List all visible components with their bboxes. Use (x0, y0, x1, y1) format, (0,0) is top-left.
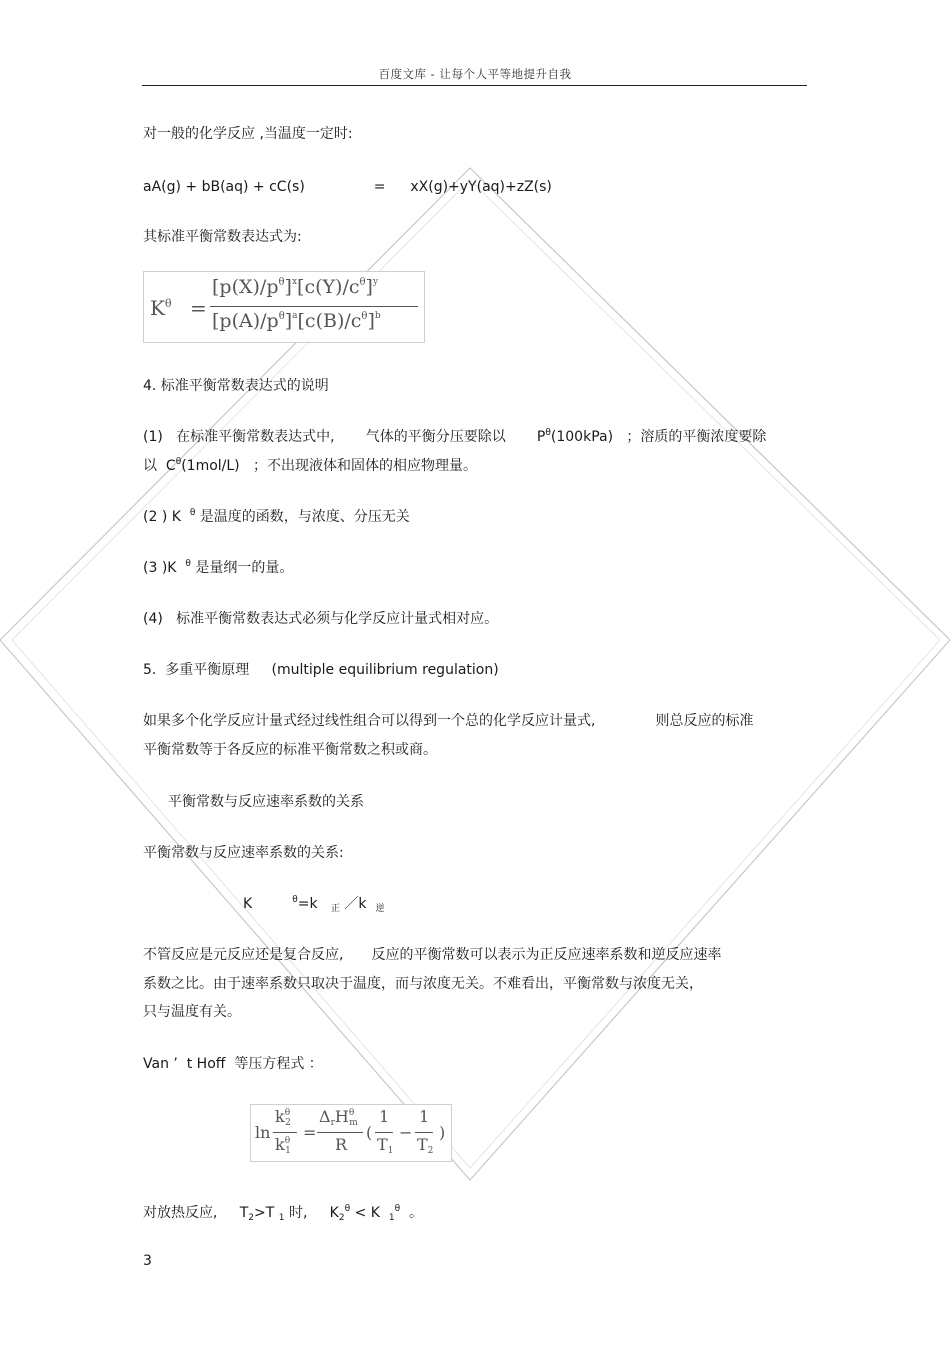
note-2: (2 ) K $^\theta$ 是温度的函数，与浓度、分压无关 (143, 508, 410, 525)
kexpr-equals: = (190, 296, 207, 320)
vh-k1: $k^\theta 1$ (275, 1135, 291, 1156)
expression-intro: 其标准平衡常数表达式为: (143, 229, 302, 245)
kexpr-k: $K^\theta$ (150, 296, 172, 320)
reaction-right: xX(g)+yY(aq)+zZ(s) (410, 179, 552, 195)
vh-ln: ln (255, 1123, 271, 1142)
intro-text: 对一般的化学反应 ,当温度一定时: (143, 126, 353, 142)
reaction-equation (143, 177, 552, 197)
vh-one-b: 1 (419, 1107, 430, 1126)
vh-t2: T2 (417, 1135, 434, 1156)
vh-k2: $k^\theta 2$ (275, 1107, 291, 1128)
note-3: (3 )K $^\theta$ 是量纲一的量。 (143, 559, 294, 576)
vh-minus: − (399, 1123, 413, 1142)
header-divider (142, 85, 807, 86)
vh-t1: T1 (377, 1135, 394, 1156)
vant-hoff-title: Van ’ t Hoff 等压方程式 ： (143, 1056, 323, 1072)
rate-relation: K $^\theta$=k $_正$ ／k $_逆$ (243, 895, 385, 914)
vh-left-paren: ( (366, 1123, 373, 1142)
kexpr-fraction-bar (210, 306, 418, 307)
reaction-equals: = (373, 179, 386, 195)
vh-equals: = (303, 1123, 317, 1142)
reaction-left: aA(g) + bB(aq) + cC(s) (143, 179, 305, 195)
subsection-title: 平衡常数与反应速率系数的关系 (168, 794, 364, 810)
page-number: 3 (143, 1253, 152, 1269)
vh-bar-1 (273, 1132, 297, 1133)
page-header: 百度文库 - 让每个人平等地提升自我 (378, 67, 572, 81)
section-5-line-2: 平衡常数等于各反应的标准平衡常数之积或商。 (143, 742, 437, 758)
kexpr-denominator: $[p(A)/p^\theta]^a[c(B)/c^\theta]^b$ (212, 310, 381, 332)
vant-hoff-equation-image (250, 1104, 452, 1162)
section-4-title: 4. 标准平衡常数表达式的说明 (143, 378, 329, 394)
explanation-line-3: 只与温度有关。 (143, 1004, 241, 1020)
note-4: (4) 标准平衡常数表达式必须与化学反应计量式相对应。 (143, 611, 499, 627)
note-1-line-2: 以 $C^\theta(1mol/L)$ ；不出现液体和固体的相应物理量。 (143, 457, 477, 474)
explanation-line-2: 系数之比。由于速率系数只取决于温度，而与浓度无关。不难看出，平衡常数与浓度无关， (143, 976, 703, 992)
section-5-line-1: 如果多个化学反应计量式经过线性组合可以得到一个总的化学反应计量式, 则总反应的标准 (143, 713, 754, 729)
relation-intro: 平衡常数与反应速率系数的关系: (143, 845, 344, 861)
vh-bar-4 (415, 1132, 433, 1133)
vh-bar-3 (375, 1132, 393, 1133)
equilibrium-expression-image (143, 271, 425, 343)
vh-right-paren: ) (439, 1123, 446, 1142)
vh-r: R (335, 1135, 348, 1154)
section-5-title: 5. 多重平衡原理 (multiple equilibrium regulation) (143, 662, 499, 678)
vh-delta-h: ΔrH$^\theta$m (319, 1107, 358, 1128)
kexpr-numerator: $[p(X)/p^\theta]^x[c(Y)/c^\theta]^y$ (212, 276, 379, 298)
note-1-line-1: (1) 在标准平衡常数表达式中, 气体的平衡分压要除以 $P^\theta(100kPa)$ ；溶质的平衡浓度要除 (143, 428, 767, 445)
vh-bar-2 (317, 1132, 363, 1133)
explanation-line-1: 不管反应是元反应还是复合反应, 反应的平衡常数可以表示为正反应速率系数和逆反应速率 (143, 947, 722, 963)
exothermic-statement: 对放热反应, $T_2>T$ $_1$ 时, $K_2^\theta < K$ $_1^\theta$ 。 (143, 1204, 423, 1223)
vh-one-a: 1 (379, 1107, 390, 1126)
